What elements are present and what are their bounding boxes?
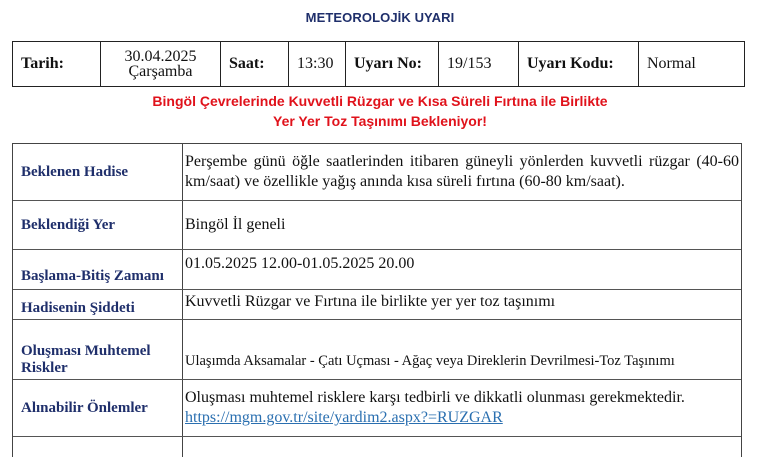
table-row-start-end-time xyxy=(13,250,741,290)
precautions-text: Oluşması muhtemel risklere karşı tedbirli ve dikkatli olunması gerekmektedir. xyxy=(185,389,685,406)
row-label: Başlama-Bitiş Zamanı xyxy=(13,250,183,289)
row-label-empty xyxy=(13,437,183,457)
date-cell xyxy=(101,42,221,86)
row-value: Perşembe günü öğle saatlerinden itibaren güneyli yönlerden kuvvetli rüzgar (40-60 km/saat) ve özellikle yağış anında kısa süreli fırtına (60-80 km/saat). xyxy=(185,153,739,190)
row-label: Alınabilir Önlemler xyxy=(13,380,183,436)
date-label: Tarih: xyxy=(13,42,101,86)
wind-help-link[interactable]: https://mgm.gov.tr/site/yardim2.aspx?=RUZGAR xyxy=(185,409,503,426)
day-value: Çarşamba xyxy=(128,63,193,80)
warning-code-label: Uyarı Kodu: xyxy=(519,42,639,86)
warning-no-value: 19/153 xyxy=(439,42,519,86)
warning-headline xyxy=(0,91,760,131)
row-value: Ulaşımda Aksamalar - Çatı Uçması - Ağaç veya Direklerin Devrilmesi-Toz Taşınımı xyxy=(185,353,675,369)
table-row-severity xyxy=(13,290,741,320)
row-value: 01.05.2025 12.00-01.05.2025 20.00 xyxy=(185,255,415,272)
details-table xyxy=(12,143,742,457)
row-value: Kuvvetli Rüzgar ve Fırtına ile birlikte yer yer toz taşınımı xyxy=(185,293,556,310)
row-label: Beklendiği Yer xyxy=(13,201,183,249)
row-label: Hadisenin Şiddeti xyxy=(13,290,183,319)
table-row-possible-risks xyxy=(13,320,741,380)
row-value-empty xyxy=(183,437,741,457)
date-value: 30.04.2025 xyxy=(124,48,197,65)
row-value: Bingöl İl geneli xyxy=(185,216,286,233)
warning-code-value: Normal xyxy=(647,55,696,72)
row-label: Beklenen Hadise xyxy=(13,144,183,200)
table-row-expected-event xyxy=(13,144,741,201)
table-row-empty xyxy=(13,437,741,457)
headline-line-2: Yer Yer Toz Taşınımı Bekleniyor! xyxy=(273,113,487,129)
time-label: Saat: xyxy=(221,42,289,86)
table-row-precautions xyxy=(13,380,741,437)
row-label: Oluşması Muhtemel Riskler xyxy=(13,320,183,379)
warning-no-label: Uyarı No: xyxy=(346,42,439,86)
time-value: 13:30 xyxy=(289,42,346,86)
headline-line-1: Bingöl Çevrelerinde Kuvvetli Rüzgar ve Kısa Süreli Fırtına ile Birlikte xyxy=(152,93,608,109)
document-title: METEOROLOJİK UYARI xyxy=(305,10,455,25)
row-value xyxy=(183,380,741,436)
header-table xyxy=(12,41,745,87)
table-row-expected-place xyxy=(13,201,741,250)
